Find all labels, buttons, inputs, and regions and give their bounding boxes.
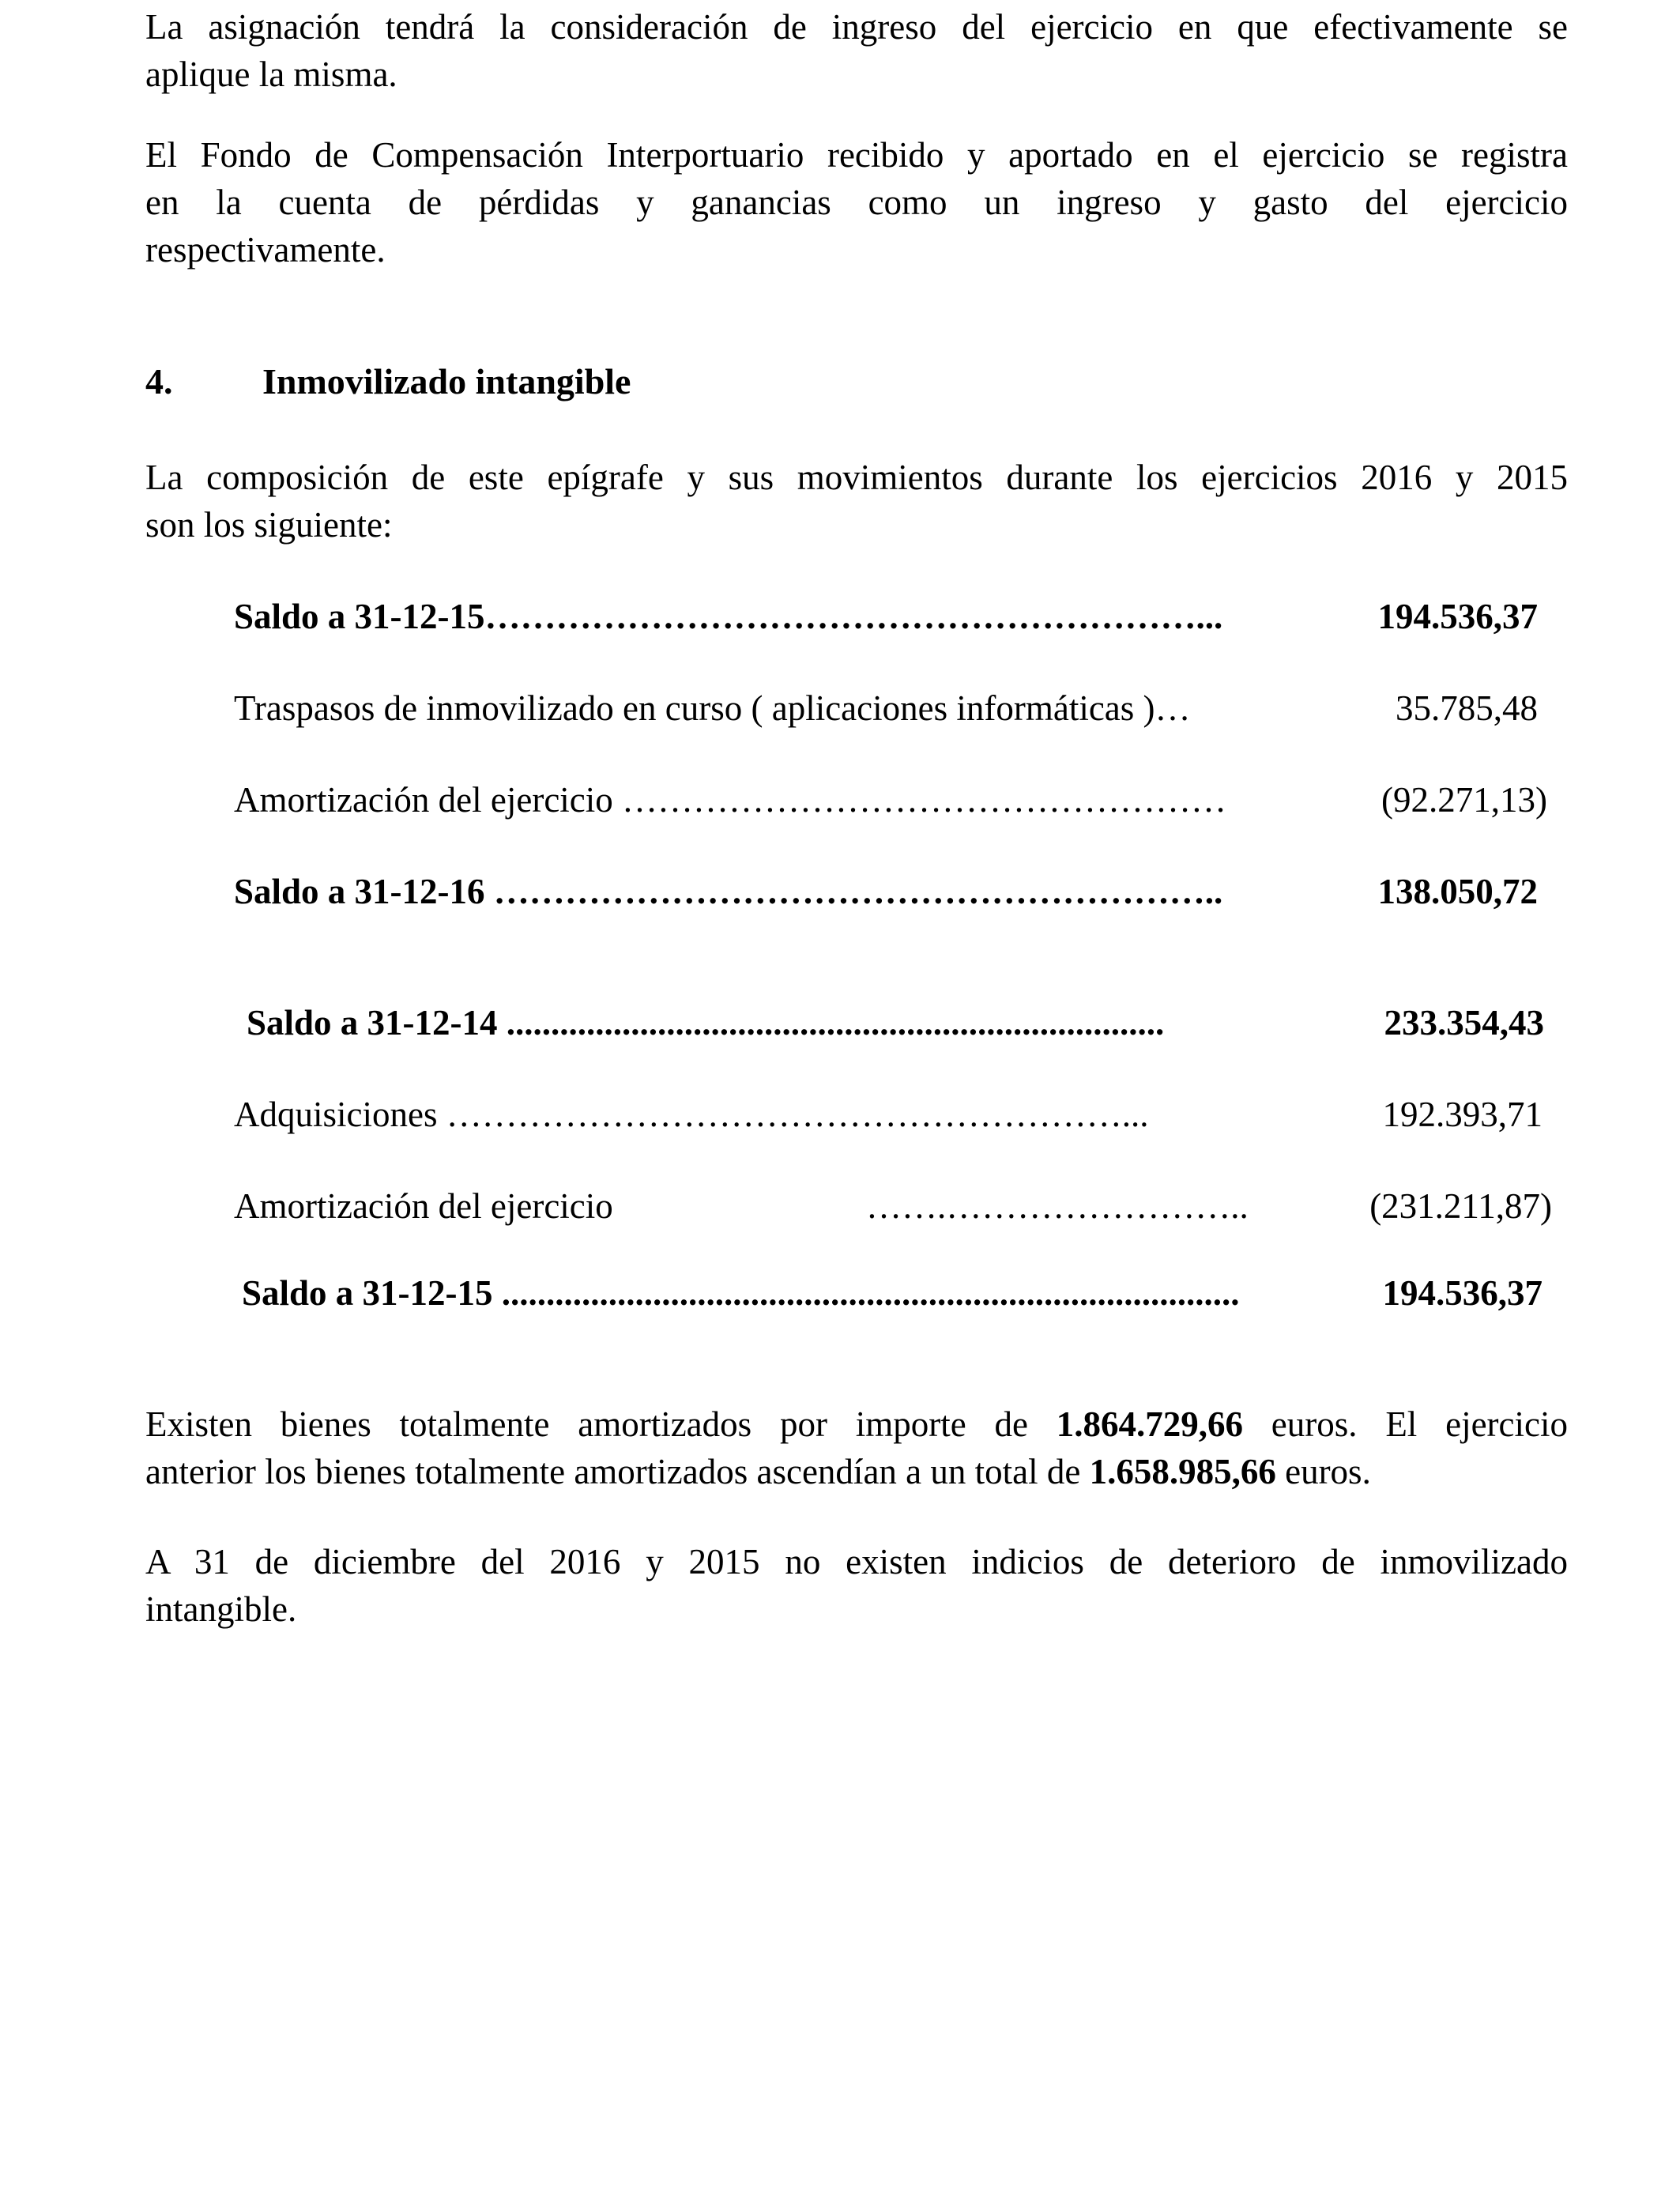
table-row-label: Traspasos de inmovilizado en curso ( aplicaciones informáticas )… xyxy=(234,688,1191,728)
table-row-amount: (92.271,13) xyxy=(1381,780,1547,820)
text-segment: euros. El ejercicio xyxy=(1243,1404,1568,1444)
table-row-label: Saldo a 31-12-14 .......................................................................... xyxy=(247,1003,1165,1042)
paragraph-fondo-compensacion xyxy=(145,131,1568,273)
amount-current: 1.864.729,66 xyxy=(1056,1404,1244,1444)
table-row-amount: (231.211,87) xyxy=(1369,1186,1552,1226)
table-row-label: Saldo a 31-12-15 ................................................................................... xyxy=(242,1273,1240,1313)
paragraph-intro xyxy=(145,454,1568,548)
amount-prior: 1.658.985,66 xyxy=(1089,1452,1276,1491)
paragraph-line: La asignación tendrá la consideración de ingreso del ejercicio en que efectivamente se xyxy=(145,7,1568,47)
table-row-amount: 35.785,48 xyxy=(1396,688,1538,728)
paragraph-line: intangible. xyxy=(145,1589,297,1629)
paragraph-line: aplique la misma. xyxy=(145,55,397,94)
table-row-label: Saldo a 31-12-16 …………………………………………………….. xyxy=(234,872,1223,911)
table-row-label: Saldo a 31-12-15……………………………………………………... xyxy=(234,597,1223,636)
text-segment: Existen bienes totalmente amortizados por importe de xyxy=(145,1404,1057,1444)
table-row-amount: 138.050,72 xyxy=(1377,872,1538,911)
paragraph-fully-amortized xyxy=(145,1400,1568,1495)
paragraph-impairment xyxy=(145,1538,1568,1633)
paragraph-line: La composición de este epígrafe y sus movimientos durante los ejercicios 2016 y 2015 xyxy=(145,458,1568,497)
table-row-label: Amortización del ejercicio xyxy=(234,1186,613,1226)
paragraph-line xyxy=(145,1400,1568,1448)
table-row-amount: 194.536,37 xyxy=(1382,1273,1543,1313)
paragraph-line: A 31 de diciembre del 2016 y 2015 no existen indicios de deterioro de inmovilizado xyxy=(145,1542,1568,1581)
table-row-amount: 233.354,43 xyxy=(1384,1003,1544,1042)
paragraph-line: El Fondo de Compensación Interportuario recibido y aportado en el ejercicio se registra xyxy=(145,135,1568,175)
paragraph-line: son los siguiente: xyxy=(145,505,393,545)
table-row-amount: 192.393,71 xyxy=(1382,1095,1543,1134)
table-row-dots: …….…………………….. xyxy=(866,1186,1249,1226)
text-segment: euros. xyxy=(1275,1452,1371,1491)
section-heading xyxy=(145,360,631,402)
paragraph-line: en la cuenta de pérdidas y ganancias como un ingreso y gasto del ejercicio xyxy=(145,183,1568,222)
section-title: Inmovilizado intangible xyxy=(262,361,631,401)
paragraph-line xyxy=(145,1448,1568,1495)
paragraph-line: respectivamente. xyxy=(145,230,386,270)
table-row-label: Adquisiciones …………………………………………………... xyxy=(234,1095,1149,1134)
paragraph-asignacion xyxy=(145,3,1568,98)
section-number: 4. xyxy=(145,361,173,401)
table-row-amount: 194.536,37 xyxy=(1377,597,1538,636)
text-segment: anterior los bienes totalmente amortizados ascendían a un total de xyxy=(145,1452,1090,1491)
table-row-label: Amortización del ejercicio …………………………………………… xyxy=(234,780,1227,820)
